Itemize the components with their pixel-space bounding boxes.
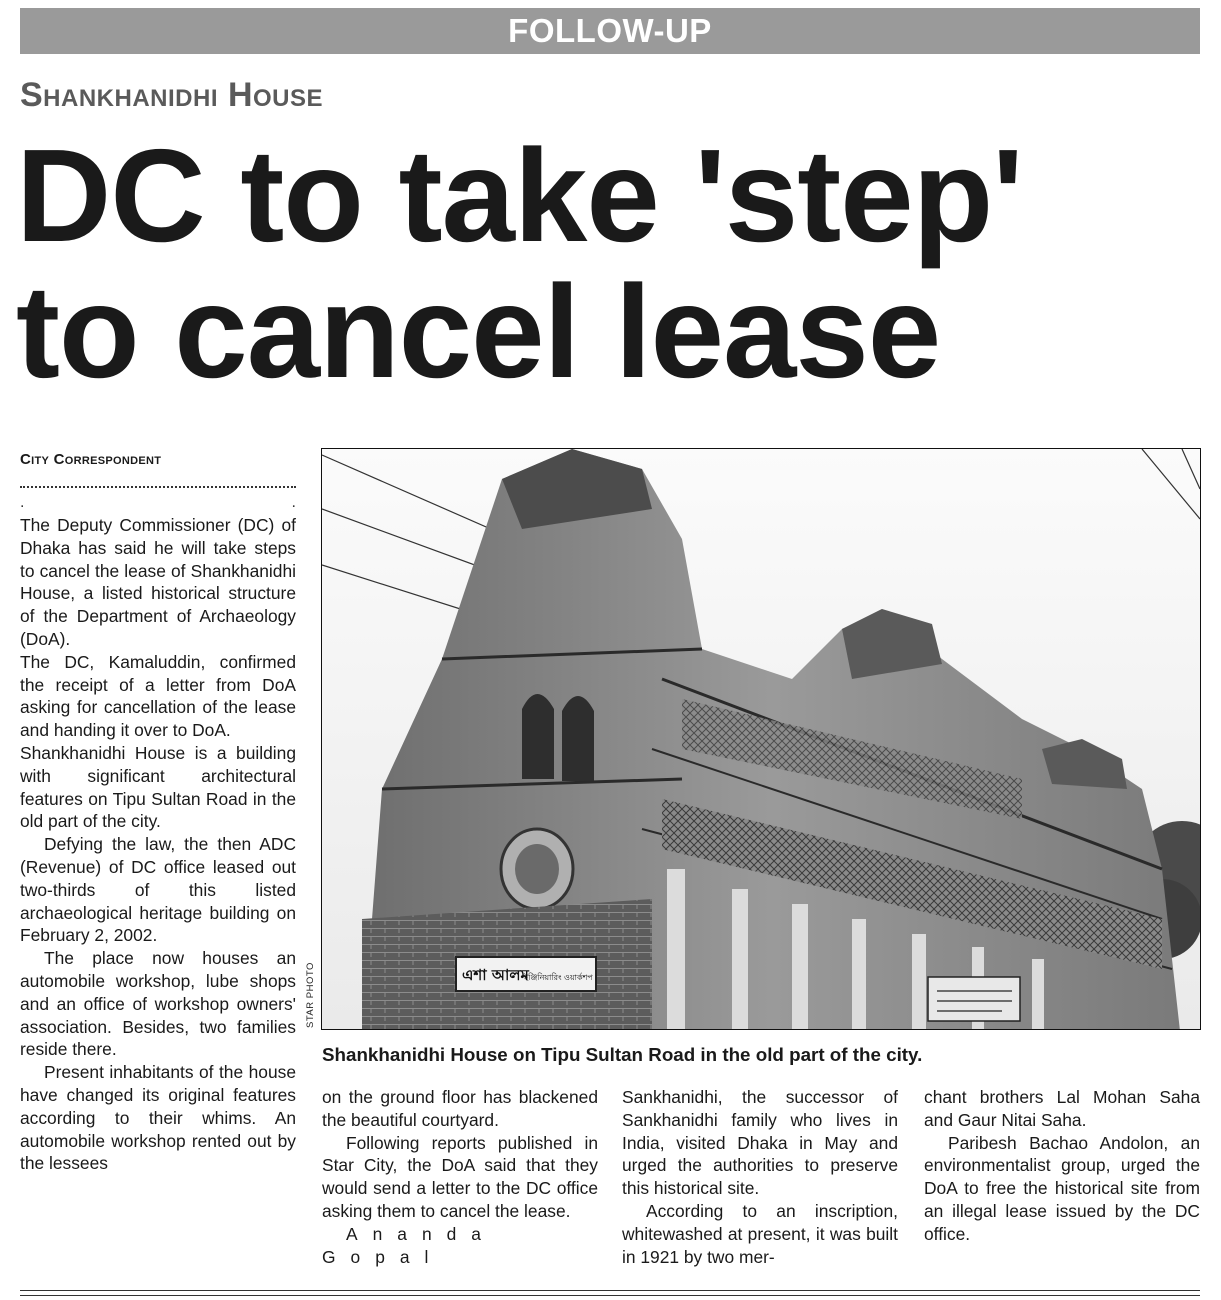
building-illustration (322, 449, 1200, 1029)
paragraph: Sankhanidhi, the successor of Sankhanidhi family who lives in India, visited Dhaka in May and urged the authorities to preserve this historical site. (622, 1087, 898, 1199)
article-column-2 (322, 1086, 598, 1268)
signboard-subtext: ইঞ্জিনিয়ারিং ওয়ার্কশপ (524, 973, 593, 982)
kicker: Shankhanidhi House (20, 76, 324, 114)
building-photo (321, 448, 1201, 1030)
paragraph: Present inhabitants of the house have changed its original features according to their whims. An automobile workshop rented out by the lessees (20, 1062, 296, 1174)
article-column-4 (924, 1086, 1200, 1246)
byline-divider (20, 474, 296, 488)
paragraph: The Deputy Commissioner (DC) of Dhaka has said he will take steps to cancel the lease of Shankhanidhi House, a listed historical structure of the Department of Archaeology (DoA). (20, 515, 296, 649)
paragraph: Following reports published in Star City, the DoA said that they would send a letter to the DC office asking them to cancel the lease. (322, 1132, 598, 1221)
photo-caption: Shankhanidhi House on Tipu Sultan Road in the old part of the city. (322, 1044, 923, 1065)
headline-line-1: DC to take 'step' (16, 122, 1023, 269)
byline-divider-marks: . . (20, 494, 296, 511)
paragraph: The DC, Kamaluddin, confirmed the receipt of a letter from DoA asking for cancellation of the lease and handing it over to DoA. (20, 651, 296, 741)
article-column-1 (20, 514, 296, 1175)
byline: City Correspondent (20, 451, 162, 468)
bottom-rule (20, 1295, 1200, 1296)
paragraph: Shankhanidhi House is a building with significant architectural features on Tipu Sultan Road in the old part of the city. (20, 742, 296, 832)
bottom-rule (20, 1290, 1200, 1291)
paragraph: Ananda Gopal (322, 1223, 496, 1267)
paragraph: chant brothers Lal Mohan Saha and Gaur Nitai Saha. (924, 1087, 1200, 1130)
signboard-text: এশা আলম (462, 966, 529, 984)
paragraph: Defying the law, the then ADC (Revenue) of DC office leased out two-thirds of this listed archaeological heritage building on February 2, 2002. (20, 834, 296, 946)
photo-credit: STAR PHOTO (305, 962, 316, 1028)
paragraph: Paribesh Bachao Andolon, an environmentalist group, urged the DoA to free the historical site from an illegal lease issued by the DC office. (924, 1132, 1200, 1244)
article-column-3 (622, 1086, 898, 1268)
headline-line-2: to cancel lease (16, 258, 941, 405)
section-banner: FOLLOW-UP (20, 8, 1200, 54)
paragraph: on the ground floor has blackened the beautiful courtyard. (322, 1087, 598, 1130)
paragraph: The place now houses an automobile workshop, lube shops and an office of workshop owners' association. Besides, two families reside there. (20, 948, 296, 1060)
paragraph: According to an inscription, whitewashed at present, it was built in 1921 by two mer- (622, 1200, 898, 1267)
headline (16, 122, 1206, 405)
